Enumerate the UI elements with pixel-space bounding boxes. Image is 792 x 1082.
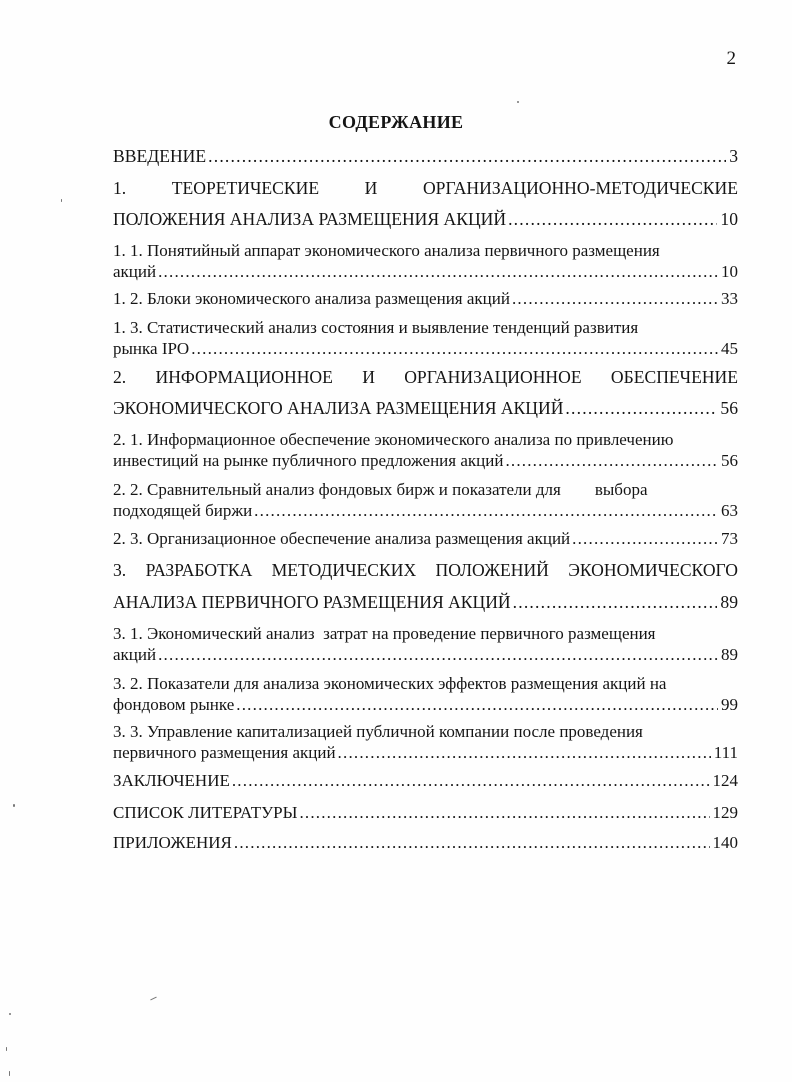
scan-speck	[6, 1047, 7, 1051]
dot-leader	[208, 146, 726, 167]
toc-page-number: 129	[712, 803, 738, 822]
toc-chapter-1-heading[interactable]: 1. ТЕОРЕТИЧЕСКИЕ И ОРГАНИЗАЦИОННО-МЕТОДИЧЕСКИЕ	[113, 178, 738, 198]
toc-entry-text: 3. 1. Экономический анализ затрат на проведение первичного размещения	[113, 624, 656, 643]
toc-entry-text: АНАЛИЗА ПЕРВИЧНОГО РАЗМЕЩЕНИЯ АКЦИЙ	[113, 592, 511, 612]
scan-speck	[9, 1071, 10, 1076]
toc-section-1-1[interactable]	[113, 241, 738, 261]
toc-page-number: 33	[721, 289, 738, 308]
toc-page-number: 3	[729, 146, 738, 166]
dot-leader	[236, 695, 718, 715]
toc-section-2-3[interactable]	[113, 529, 738, 549]
scan-speck	[9, 1013, 11, 1015]
toc-section-3-2[interactable]	[113, 674, 738, 694]
toc-section-1-3-cont[interactable]	[113, 339, 738, 359]
toc-page-number: 111	[713, 743, 738, 762]
toc-entry-text: ПОЛОЖЕНИЯ АНАЛИЗА РАЗМЕЩЕНИЯ АКЦИЙ	[113, 209, 507, 229]
toc-entry-text: ВВЕДЕНИЕ	[113, 146, 207, 166]
toc-entry-text: 1. 1. Понятийный аппарат экономического анализа первичного размещения	[113, 241, 660, 260]
toc-entry-text: подходящей биржи	[113, 501, 253, 520]
toc-page-number: 10	[720, 209, 738, 229]
toc-entry-intro[interactable]	[113, 146, 738, 167]
toc-section-2-1[interactable]	[113, 430, 738, 450]
toc-section-1-3[interactable]	[113, 318, 738, 338]
toc-page-number: 99	[721, 695, 738, 714]
dot-leader	[254, 501, 718, 521]
toc-section-3-3-cont[interactable]	[113, 743, 738, 763]
dot-leader	[513, 592, 718, 613]
dot-leader	[158, 262, 718, 282]
toc-section-3-1[interactable]	[113, 624, 738, 644]
toc-page-number: 89	[720, 592, 738, 612]
dot-leader	[158, 645, 718, 665]
toc-entry-text: рынка IPO	[113, 339, 190, 358]
page-number: 2	[726, 48, 736, 69]
toc-page-number: 124	[712, 771, 738, 790]
toc-page-number: 56	[721, 451, 738, 470]
toc-entry-text: СПИСОК ЛИТЕРАТУРЫ	[113, 803, 298, 822]
toc-entry-text: акций	[113, 645, 157, 664]
toc-entry-text: фондовом рынке	[113, 695, 235, 714]
toc-section-2-1-cont[interactable]	[113, 451, 738, 471]
dot-leader	[505, 451, 718, 471]
dot-leader	[234, 833, 710, 853]
toc-page-number: 10	[721, 262, 738, 281]
toc-entry-text: 3. 2. Показатели для анализа экономических эффектов размещения акций на	[113, 674, 667, 693]
toc-entry-text: 1. 2. Блоки экономического анализа размещения акций	[113, 289, 510, 308]
toc-section-1-1-cont[interactable]	[113, 262, 738, 282]
toc-page-number: 45	[721, 339, 738, 358]
dot-leader	[508, 209, 717, 230]
toc-entry-text: 2. 3. Организационное обеспечение анализа размещения акций	[113, 529, 571, 548]
toc-page-number: 73	[721, 529, 738, 548]
toc-section-3-2-cont[interactable]	[113, 695, 738, 715]
toc-entry-text: 2. 2. Сравнительный анализ фондовых бирж и показатели для выбора	[113, 480, 648, 499]
toc-entry-references[interactable]	[113, 803, 738, 823]
dot-leader	[512, 289, 718, 309]
toc-section-3-1-cont[interactable]	[113, 645, 738, 665]
dot-leader	[299, 803, 709, 823]
toc-page-number: 56	[720, 398, 738, 418]
toc-chapter-1-heading-cont[interactable]	[113, 209, 738, 230]
dot-leader	[565, 398, 717, 419]
toc-page-number: 89	[721, 645, 738, 664]
toc-chapter-3-heading[interactable]: 3. РАЗРАБОТКА МЕТОДИЧЕСКИХ ПОЛОЖЕНИЙ ЭКОНОМИЧЕСКОГО	[113, 560, 738, 580]
toc-section-1-2[interactable]	[113, 289, 738, 309]
toc-page-number: 63	[721, 501, 738, 520]
dot-leader	[191, 339, 718, 359]
dot-leader	[572, 529, 718, 549]
scan-speck	[61, 199, 62, 202]
toc-entry-text: ЗАКЛЮЧЕНИЕ	[113, 771, 230, 790]
toc-entry-text: акций	[113, 262, 157, 281]
dot-leader	[232, 771, 710, 791]
toc-chapter-3-heading-cont[interactable]	[113, 592, 738, 613]
scan-speck	[13, 804, 15, 807]
toc-entry-text: 2. 1. Информационное обеспечение экономического анализа по привлечению	[113, 430, 674, 449]
toc-entry-text: ПРИЛОЖЕНИЯ	[113, 833, 232, 852]
toc-entry-text: 3. 3. Управление капитализацией публичной компании после проведения	[113, 722, 643, 741]
toc-section-3-3[interactable]	[113, 722, 738, 742]
toc-entry-text: 1. 3. Статистический анализ состояния и выявление тенденций развития	[113, 318, 639, 337]
toc-entry-text: ЭКОНОМИЧЕСКОГО АНАЛИЗА РАЗМЕЩЕНИЯ АКЦИЙ	[113, 398, 564, 418]
toc-chapter-2-heading-cont[interactable]	[113, 398, 738, 419]
toc-entry-text: инвестиций на рынке публичного предложения акций	[113, 451, 504, 470]
toc-entry-appendices[interactable]	[113, 833, 738, 853]
toc-section-2-2-cont[interactable]	[113, 501, 738, 521]
dot-leader	[338, 743, 711, 763]
toc-entry-conclusion[interactable]	[113, 771, 738, 791]
toc-page-number: 140	[712, 833, 738, 852]
toc-chapter-2-heading[interactable]: 2. ИНФОРМАЦИОННОЕ И ОРГАНИЗАЦИОННОЕ ОБЕСПЕЧЕНИЕ	[113, 367, 738, 387]
toc-entry-text: первичного размещения акций	[113, 743, 336, 762]
scan-speck	[517, 101, 519, 103]
toc-title: СОДЕРЖАНИЕ	[328, 112, 464, 132]
toc-section-2-2[interactable]	[113, 480, 738, 500]
